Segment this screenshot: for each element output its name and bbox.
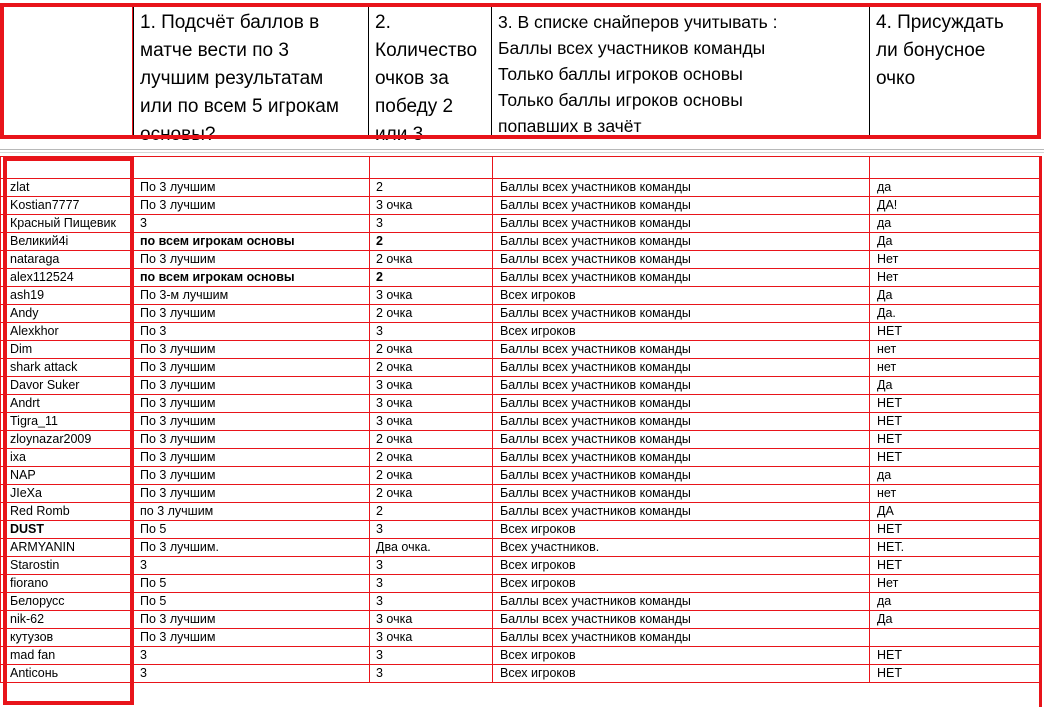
table-row (1, 521, 1041, 539)
snipers-list-cell: Баллы всех участников команды (493, 611, 870, 629)
table-row (1, 179, 1041, 197)
bonus-point-cell: Нет (870, 269, 1041, 287)
snipers-list-cell: Баллы всех участников команды (493, 485, 870, 503)
win-points-cell: 3 (370, 665, 493, 683)
scoring-method-cell: По 3 лучшим (134, 413, 370, 431)
scoring-method-cell: 3 (134, 557, 370, 575)
snipers-list-cell: Баллы всех участников команды (493, 215, 870, 233)
table-row (1, 341, 1041, 359)
participant-name-cell: Red Romb (1, 503, 134, 521)
snipers-list-cell: Всех игроков (493, 287, 870, 305)
table-row (1, 287, 1041, 305)
scoring-method-cell: По 3 лучшим (134, 359, 370, 377)
survey-header (0, 0, 1044, 144)
participant-name-cell: Красный Пищевик (1, 215, 134, 233)
snipers-list-cell: Всех игроков (493, 323, 870, 341)
divider-line (0, 149, 1044, 150)
bonus-point-cell: НЕТ (870, 395, 1041, 413)
bonus-point-cell: нет (870, 341, 1041, 359)
bonus-point-cell: да (870, 215, 1041, 233)
table-row (1, 485, 1041, 503)
bonus-point-cell: НЕТ (870, 647, 1041, 665)
table-row (1, 539, 1041, 557)
participant-name-cell: Великий4i (1, 233, 134, 251)
scoring-method-cell: по всем игрокам основы (134, 269, 370, 287)
participant-name-cell: кутузов (1, 629, 134, 647)
win-points-cell: 3 (370, 593, 493, 611)
header-red-outline (0, 3, 1041, 139)
table-row (1, 215, 1041, 233)
participant-name-cell: NAP (1, 467, 134, 485)
snipers-list-cell: Всех игроков (493, 647, 870, 665)
bonus-point-cell: Да (870, 377, 1041, 395)
snipers-list-cell: Баллы всех участников команды (493, 413, 870, 431)
scoring-method-cell: По 5 (134, 575, 370, 593)
scoring-method-cell: По 3-м лучшим (134, 287, 370, 305)
participant-name-cell: nataraga (1, 251, 134, 269)
win-points-cell: 3 (370, 575, 493, 593)
table-row (1, 323, 1041, 341)
table-row (1, 269, 1041, 287)
participant-name-cell: ixa (1, 449, 134, 467)
snipers-list-cell: Всех участников. (493, 539, 870, 557)
snipers-list-cell: Баллы всех участников команды (493, 359, 870, 377)
bonus-point-cell: нет (870, 485, 1041, 503)
participant-name-cell: JIeXa (1, 485, 134, 503)
bonus-point-cell: НЕТ (870, 323, 1041, 341)
snipers-list-cell: Баллы всех участников команды (493, 233, 870, 251)
table-row (1, 377, 1041, 395)
scoring-method-cell: По 5 (134, 521, 370, 539)
win-points-cell: 3 очка (370, 629, 493, 647)
table-right-border (1039, 156, 1042, 707)
scoring-method-cell: По 3 (134, 323, 370, 341)
snipers-list-cell (493, 157, 870, 179)
snipers-list-cell: Баллы всех участников команды (493, 629, 870, 647)
scoring-method-cell: По 3 лучшим (134, 467, 370, 485)
table-row (1, 251, 1041, 269)
table-row (1, 611, 1041, 629)
bonus-point-cell: ДА! (870, 197, 1041, 215)
scoring-method-cell: По 3 лучшим (134, 197, 370, 215)
snipers-list-cell: Баллы всех участников команды (493, 593, 870, 611)
participant-name-cell: alex112524 (1, 269, 134, 287)
participant-name-cell: fiorano (1, 575, 134, 593)
scoring-method-cell: 3 (134, 665, 370, 683)
snipers-list-cell: Баллы всех участников команды (493, 251, 870, 269)
scoring-method-cell: По 3 лучшим (134, 377, 370, 395)
scoring-method-cell: По 3 лучшим. (134, 539, 370, 557)
bonus-point-cell: НЕТ (870, 449, 1041, 467)
participant-name-cell: ARMYANIN (1, 539, 134, 557)
snipers-list-cell: Баллы всех участников команды (493, 377, 870, 395)
win-points-cell: 2 (370, 179, 493, 197)
participant-name-cell: zloynazar2009 (1, 431, 134, 449)
scoring-method-cell: По 3 лучшим (134, 179, 370, 197)
table-row (1, 647, 1041, 665)
scoring-method-cell: 3 (134, 647, 370, 665)
win-points-cell: 3 (370, 647, 493, 665)
table-row-blank (1, 157, 1041, 179)
table-row (1, 467, 1041, 485)
snipers-list-cell: Баллы всех участников команды (493, 449, 870, 467)
table-row (1, 575, 1041, 593)
win-points-cell: 2 очка (370, 305, 493, 323)
win-points-cell: 3 (370, 557, 493, 575)
table-row (1, 233, 1041, 251)
snipers-list-cell: Баллы всех участников команды (493, 269, 870, 287)
bonus-point-cell: Да (870, 611, 1041, 629)
snipers-list-cell: Баллы всех участников команды (493, 179, 870, 197)
table-row (1, 197, 1041, 215)
participant-name-cell: zlat (1, 179, 134, 197)
win-points-cell: 3 (370, 323, 493, 341)
win-points-cell: 2 очка (370, 431, 493, 449)
header-question-3: 3. В списке снайперов учитывать : Баллы всех участников команды Только баллы игроков основы Только баллы игроков основы попавших в зачёт (491, 3, 869, 139)
scoring-method-cell: По 3 лучшим (134, 629, 370, 647)
bonus-point-cell: да (870, 179, 1041, 197)
bonus-point-cell: да (870, 467, 1041, 485)
participant-name-cell: ash19 (1, 287, 134, 305)
participant-name-cell: shark attack (1, 359, 134, 377)
bonus-point-cell: ДА (870, 503, 1041, 521)
participant-name-cell: Tigra_11 (1, 413, 134, 431)
scoring-method-cell: по всем игрокам основы (134, 233, 370, 251)
win-points-cell: 2 очка (370, 251, 493, 269)
scoring-method-cell: По 5 (134, 593, 370, 611)
scoring-method-cell: По 3 лучшим (134, 611, 370, 629)
bonus-point-cell: НЕТ. (870, 539, 1041, 557)
win-points-cell: 3 (370, 215, 493, 233)
snipers-list-cell: Всех игроков (493, 575, 870, 593)
win-points-cell: 3 (370, 521, 493, 539)
answers-table-body (1, 157, 1041, 683)
participant-name-cell: DUST (1, 521, 134, 539)
bonus-point-cell: НЕТ (870, 413, 1041, 431)
bonus-point-cell: НЕТ (870, 521, 1041, 539)
snipers-list-cell: Баллы всех участников команды (493, 305, 870, 323)
bonus-point-cell: НЕТ (870, 557, 1041, 575)
table-row (1, 557, 1041, 575)
win-points-cell: 2 очка (370, 449, 493, 467)
bonus-point-cell: Нет (870, 251, 1041, 269)
win-points-cell: Два очка. (370, 539, 493, 557)
snipers-list-cell: Баллы всех участников команды (493, 467, 870, 485)
snipers-list-cell: Баллы всех участников команды (493, 395, 870, 413)
win-points-cell: 2 (370, 503, 493, 521)
participant-name-cell (1, 157, 134, 179)
table-row (1, 629, 1041, 647)
participant-name-cell: Dim (1, 341, 134, 359)
win-points-cell: 2 очка (370, 359, 493, 377)
win-points-cell: 2 (370, 233, 493, 251)
participant-name-cell: nik-62 (1, 611, 134, 629)
bonus-point-cell: НЕТ (870, 665, 1041, 683)
table-row (1, 593, 1041, 611)
participant-name-cell: Kostian7777 (1, 197, 134, 215)
participant-name-cell: Starostin (1, 557, 134, 575)
table-row (1, 431, 1041, 449)
bonus-point-cell: нет (870, 359, 1041, 377)
participant-name-cell: Davor Suker (1, 377, 134, 395)
win-points-cell: 3 очка (370, 611, 493, 629)
win-points-cell: 3 очка (370, 395, 493, 413)
snipers-list-cell: Баллы всех участников команды (493, 503, 870, 521)
header-question-4: 4. Присуждать ли бонусное очко (869, 3, 1041, 139)
win-points-cell: 3 очка (370, 197, 493, 215)
table-row (1, 395, 1041, 413)
bonus-point-cell: Да. (870, 305, 1041, 323)
win-points-cell: 3 очка (370, 287, 493, 305)
scoring-method-cell: по 3 лучшим (134, 503, 370, 521)
scoring-method-cell: 3 (134, 215, 370, 233)
participant-name-cell: Белорусс (1, 593, 134, 611)
table-row (1, 503, 1041, 521)
snipers-list-cell: Баллы всех участников команды (493, 341, 870, 359)
participant-name-cell: mad fan (1, 647, 134, 665)
snipers-list-cell: Баллы всех участников команды (493, 197, 870, 215)
snipers-list-cell: Всех игроков (493, 557, 870, 575)
snipers-list-cell: Всех игроков (493, 665, 870, 683)
bonus-point-cell: Нет (870, 575, 1041, 593)
win-points-cell: 3 очка (370, 377, 493, 395)
table-row (1, 449, 1041, 467)
bonus-point-cell (870, 157, 1041, 179)
bonus-point-cell (870, 629, 1041, 647)
scoring-method-cell: По 3 лучшим (134, 485, 370, 503)
header-question-1: 1. Подсчёт баллов в матче вести по 3 лучшим результатам или по всем 5 игрокам основы? (133, 3, 368, 139)
win-points-cell: 2 очка (370, 341, 493, 359)
table-row (1, 665, 1041, 683)
participant-name-cell: Alexkhor (1, 323, 134, 341)
win-points-cell: 3 очка (370, 413, 493, 431)
scoring-method-cell: По 3 лучшим (134, 251, 370, 269)
participant-name-cell: Anticoнь (1, 665, 134, 683)
participant-name-cell: Andy (1, 305, 134, 323)
bonus-point-cell: Да (870, 287, 1041, 305)
table-row (1, 413, 1041, 431)
bonus-point-cell: НЕТ (870, 431, 1041, 449)
bonus-point-cell: Да (870, 233, 1041, 251)
snipers-list-cell: Баллы всех участников команды (493, 431, 870, 449)
scoring-method-cell: По 3 лучшим (134, 395, 370, 413)
scoring-method-cell (134, 157, 370, 179)
win-points-cell (370, 157, 493, 179)
divider-line-secondary (0, 152, 1044, 153)
scoring-method-cell: По 3 лучшим (134, 305, 370, 323)
scoring-method-cell: По 3 лучшим (134, 431, 370, 449)
bonus-point-cell: да (870, 593, 1041, 611)
win-points-cell: 2 очка (370, 485, 493, 503)
participant-name-cell: Andrt (1, 395, 134, 413)
win-points-cell: 2 (370, 269, 493, 287)
snipers-list-cell: Всех игроков (493, 521, 870, 539)
header-question-2: 2. Количество очков за победу 2 или 3 (368, 3, 491, 139)
table-row (1, 305, 1041, 323)
table-row (1, 359, 1041, 377)
win-points-cell: 2 очка (370, 467, 493, 485)
answers-table (0, 156, 1040, 683)
scoring-method-cell: По 3 лучшим (134, 341, 370, 359)
scoring-method-cell: По 3 лучшим (134, 449, 370, 467)
